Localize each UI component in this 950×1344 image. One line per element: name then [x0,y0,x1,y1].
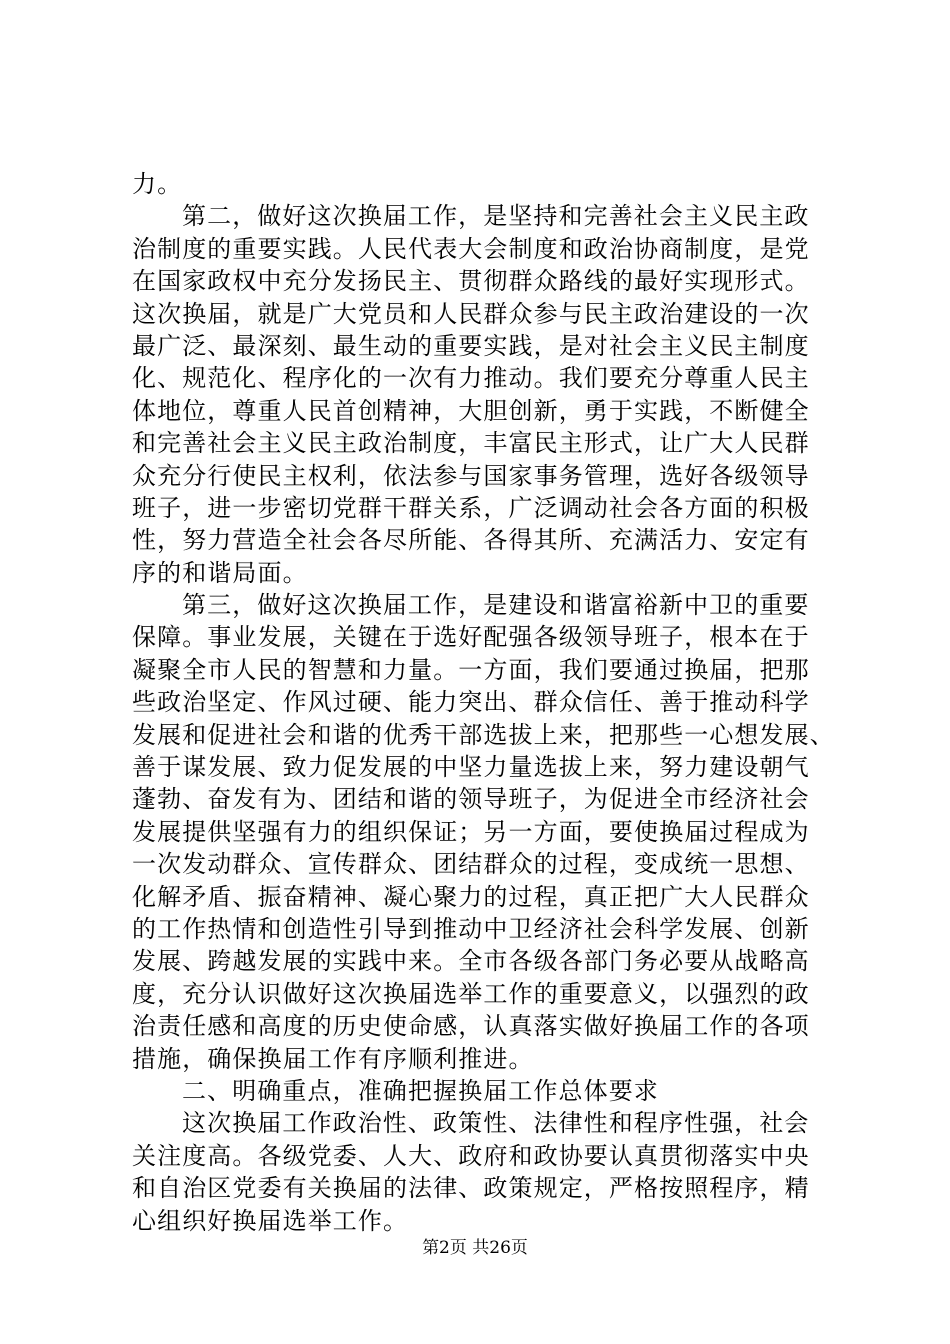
text-line: 发展提供坚强有力的组织保证；另一方面，要使换届过程成为 [132,817,810,846]
text-line: 力。 [132,170,183,198]
document-body [132,168,835,1237]
text-line: 众充分行使民主权利，依法参与国家事务管理，选好各级领导 [132,461,810,490]
text-line: 和完善社会主义民主政治制度，丰富民主形式，让广大人民群 [132,429,810,458]
text-line: 化、规范化、程序化的一次有力推动。我们要充分尊重人民主 [132,364,810,393]
text-line: 第三，做好这次换届工作，是建设和谐富裕新中卫的重要 [182,591,810,620]
text-line: 治责任感和高度的历史使命感，认真落实做好换届工作的各项 [132,1012,810,1041]
text-line: 保障。事业发展，关键在于选好配强各级领导班子，根本在于 [132,623,810,652]
text-line: 二、明确重点，准确把握换届工作总体要求 [182,1076,659,1105]
text-line: 性，努力营造全社会各尽所能、各得其所、充满活力、安定有 [132,526,810,555]
text-line: 的工作热情和创造性引导到推动中卫经济社会科学发展、创新 [132,914,810,943]
text-line: 凝聚全市人民的智慧和力量。一方面，我们要通过换届，把那 [132,655,810,684]
text-line: 体地位，尊重人民首创精神，大胆创新，勇于实践，不断健全 [132,396,810,425]
text-line: 关注度高。各级党委、人大、政府和政协要认真贯彻落实中央 [132,1141,810,1170]
text-line: 第二，做好这次换届工作，是坚持和完善社会主义民主政 [182,202,810,231]
page-footer: 第2页 共26页 [422,1238,528,1258]
text-line: 化解矛盾、振奋精神、凝心聚力的过程，真正把广大人民群众 [132,882,810,911]
text-line: 措施，确保换届工作有序顺利推进。 [132,1044,534,1073]
text-line: 些政治坚定、作风过硬、能力突出、群众信任、善于推动科学 [132,688,810,717]
text-line: 发展、跨越发展的实践中来。全市各级各部门务必要从战略高 [132,947,810,976]
text-line: 在国家政权中充分发扬民主、贯彻群众路线的最好实现形式。 [132,267,810,296]
text-line: 这次换届，就是广大党员和人民群众参与民主政治建设的一次 [132,299,810,328]
text-line: 治制度的重要实践。人民代表大会制度和政治协商制度，是党 [132,234,810,263]
text-line: 心组织好换届选举工作。 [132,1206,409,1235]
text-line: 最广泛、最深刻、最生动的重要实践，是对社会主义民主制度 [132,331,810,360]
text-line: 班子，进一步密切党群干群关系，广泛调动社会各方面的积极 [132,493,810,522]
text-line: 这次换届工作政治性、政策性、法律性和程序性强，社会 [182,1109,810,1138]
text-line: 一次发动群众、宣传群众、团结群众的过程，变成统一思想、 [132,850,810,879]
text-line: 度，充分认识做好这次换届选举工作的重要意义，以强烈的政 [132,979,810,1008]
text-line: 善于谋发展、致力促发展的中坚力量选拔上来，努力建设朝气 [132,753,810,782]
text-line: 序的和谐局面。 [132,558,308,587]
text-line: 发展和促进社会和谐的优秀干部选拔上来，把那些一心想发展、 [132,720,835,749]
text-line: 蓬勃、奋发有为、团结和谐的领导班子，为促进全市经济社会 [132,785,810,814]
text-line: 和自治区党委有关换届的法律、政策规定，严格按照程序，精 [132,1174,810,1203]
